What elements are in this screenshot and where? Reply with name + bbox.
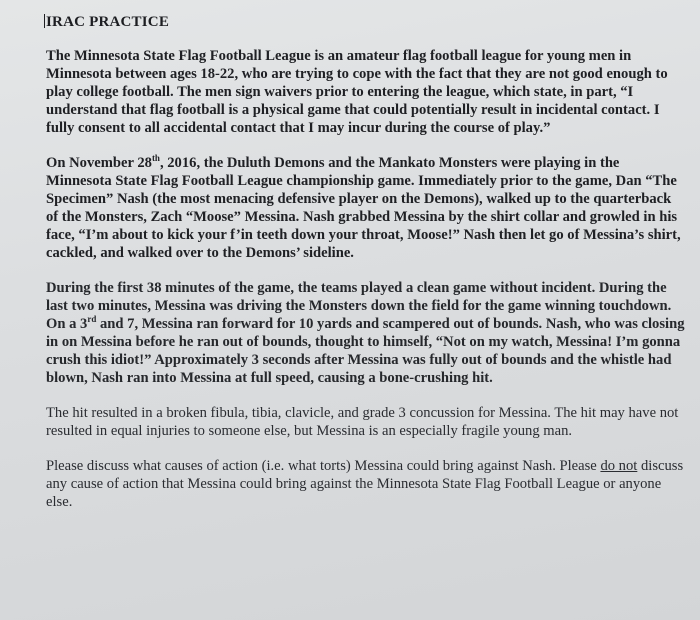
paragraph-league-waiver — [46, 47, 686, 137]
paragraph-3-part-a: During the first 38 minutes of the game, the teams played a clean game without incident. During the last two minutes, Messina was driving the Monsters down the field for the game winning touchdown. On a 3 — [46, 280, 672, 332]
paragraph-question — [46, 457, 686, 511]
paragraph-5-part-a: Please discuss what causes of action (i.e. what torts) Messina could bring against Nash. Please — [46, 458, 601, 474]
paragraph-2-part-b: , 2016, the Duluth Demons and the Mankato Monsters were playing in the Minnesota State Flag Football League championship game. Immediately prior to the game, Dan “The Specimen” Nash (the most menacing defensive player on the Demons), walked up to the quarterback of the Monsters, Zach “Moose” Messina. Nash grabbed Messina by the shirt collar and growled in his face, “I’m about to kick your f’in teeth down your throat, Moose!” Nash then let go of Messina’s shirt, cackled, and walked over to the Demons’ sideline. — [46, 155, 681, 261]
paragraph-2-superscript: th — [151, 153, 160, 164]
paragraph-injuries — [46, 404, 686, 440]
paragraph-3-part-b: and 7, Messina ran forward for 10 yards and scampered out of bounds. Nash, who was closing in on Messina before he ran out of bounds, thought to himself, “Not on my watch, Messina! I’m gonna crush this idiot!” Approximately 3 seconds after Messina was fully out of bounds and the whistle had blown, Nash ran into Messina at full speed, causing a bone-crushing hit. — [46, 316, 685, 386]
text-cursor — [44, 14, 45, 28]
title-text: IRAC PRACTICE — [46, 14, 170, 30]
paragraph-4-text: The hit resulted in a broken fibula, tibia, clavicle, and grade 3 concussion for Messina. The hit may have not resulted in equal injuries to someone else, but Messina is an especially fragile young man. — [46, 405, 679, 439]
paragraph-3-superscript: rd — [87, 314, 97, 325]
paragraph-late-hit — [46, 279, 686, 387]
paragraph-2-part-a: On November 28 — [46, 155, 152, 171]
paragraph-5-underlined: do not — [600, 458, 638, 474]
paragraph-5-part-b: discuss any cause of action that Messina could bring against the Minnesota State Flag Football League or anyone else. — [46, 458, 684, 510]
paragraph-pregame-threat — [46, 154, 686, 262]
paragraph-1-text: The Minnesota State Flag Football League is an amateur flag football league for young men in Minnesota between ages 18-22, who are trying to cope with the fact that they are not good enough to play college football. The men sign waivers prior to entering the league, which state, in part, “I understand that flag football is a physical game that could potentially result in incidental contact. I fully consent to all accidental contact that I may incur during the course of play.” — [46, 48, 668, 136]
document-title — [44, 14, 682, 31]
